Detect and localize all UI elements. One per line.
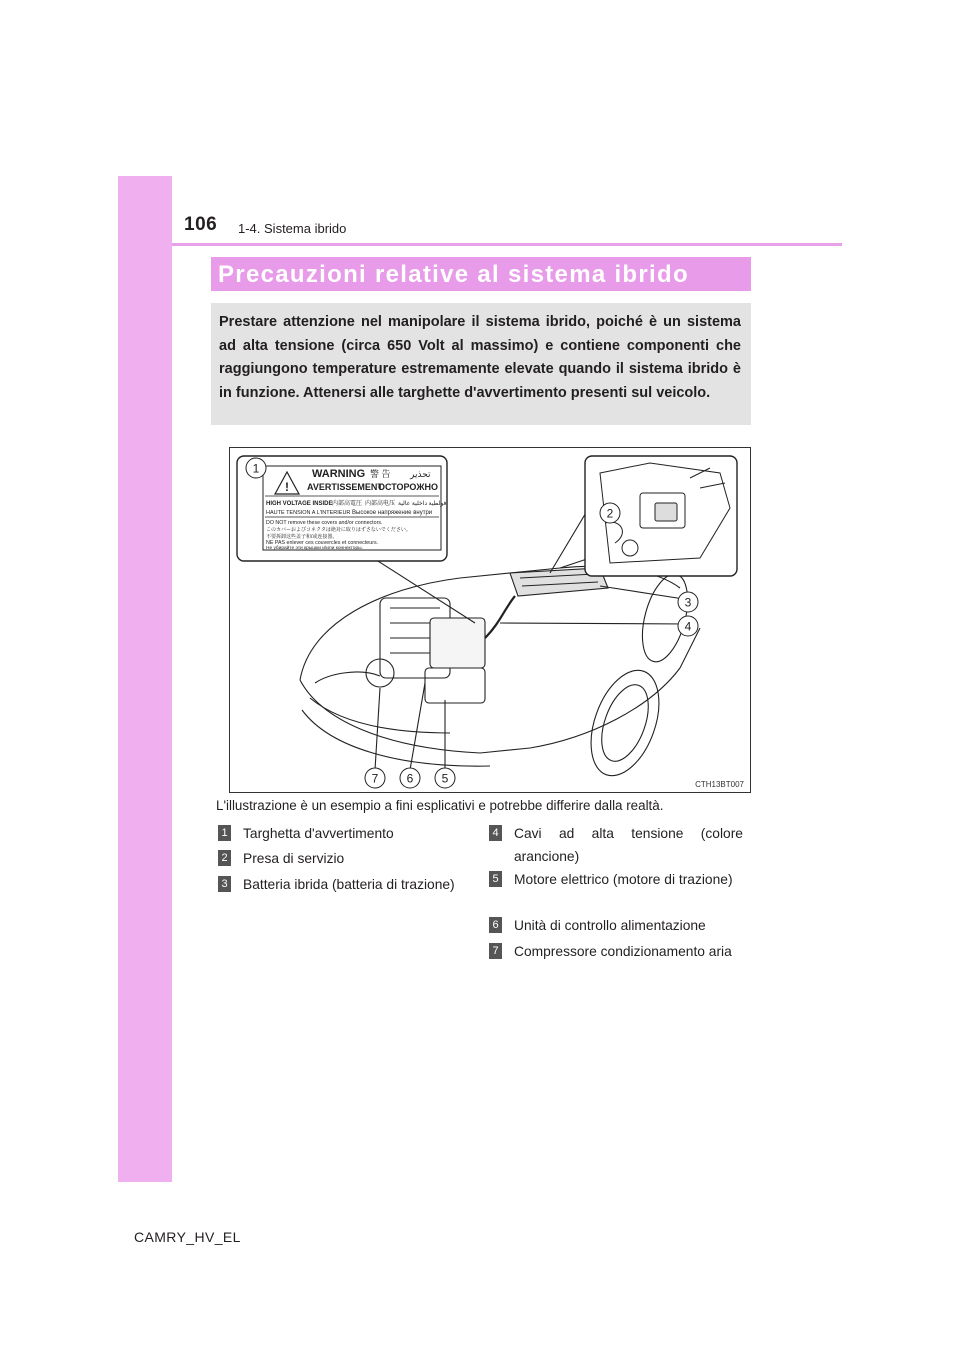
label-hv-cn: 内部高电压 <box>365 501 396 507</box>
legend-number: 5 <box>489 871 502 887</box>
label-line-ru: Не убирайте эти крышки и/или коннекторы. <box>266 546 363 551</box>
legend-number: 6 <box>489 917 502 933</box>
legend-number: 1 <box>218 825 231 841</box>
section-label: 1-4. Sistema ibrido <box>238 221 347 236</box>
car-illustration <box>230 448 750 792</box>
header-rule <box>172 243 842 246</box>
svg-text:!: ! <box>285 480 289 494</box>
callout-5 <box>435 768 455 788</box>
svg-text:5: 5 <box>441 771 449 786</box>
legend-number: 3 <box>218 876 231 892</box>
callout-3 <box>678 592 698 612</box>
label-hv-ar: فولطية داخلية عالية <box>398 501 447 507</box>
figure-caption: L'illustrazione è un esempio a fini esplicativi e potrebbe differire dalla realtà. <box>216 798 664 813</box>
legend-text: Cavi ad alta tensione (colore arancione) <box>514 826 743 864</box>
callout-1 <box>246 458 266 478</box>
legend-text: Batteria ibrida (batteria di trazione) <box>243 877 455 892</box>
callout-4 <box>678 616 698 636</box>
headlight <box>315 672 380 683</box>
callout-2 <box>600 503 620 523</box>
figure-code: CTH13BT007 <box>695 780 744 789</box>
legend-number: 2 <box>218 850 231 866</box>
title-bar <box>211 257 751 291</box>
label-warning: WARNING <box>312 468 366 480</box>
electric-motor <box>425 668 485 703</box>
service-plug <box>655 503 677 521</box>
label-hv-ru: Высокое напряжение внутри <box>352 510 433 516</box>
label-hv-en: HIGH VOLTAGE INSIDE <box>266 501 333 507</box>
label-line-jp: このカバーおよびコネクタは絶対に取りはずさないでください。 <box>266 527 411 533</box>
legend-text: Motore elettrico (motore di trazione) <box>514 872 733 887</box>
svg-text:3: 3 <box>684 595 692 610</box>
legend-text: Compressore condizionamento aria <box>514 944 732 959</box>
svg-text:4: 4 <box>684 619 692 634</box>
car-bumper <box>302 710 490 766</box>
legend-text: Unità di controllo alimentazione <box>514 918 706 933</box>
label-warning-ar: تحذير <box>410 469 431 479</box>
front-wheel <box>578 661 672 785</box>
footer-doc-id: CAMRY_HV_EL <box>134 1229 241 1245</box>
svg-text:1: 1 <box>252 461 260 476</box>
page-number: 106 <box>184 214 218 235</box>
label-avert: AVERTISSEMENT <box>307 482 383 492</box>
svg-text:7: 7 <box>371 771 379 786</box>
label-hv-jp: 内部高電圧 <box>332 501 363 507</box>
label-hv-fr: HAUTE TENSION A L'INTERIEUR <box>266 510 351 516</box>
front-wheel-rim <box>593 679 658 768</box>
callout-6 <box>400 768 420 788</box>
power-control-unit <box>430 618 485 668</box>
svg-text:6: 6 <box>406 771 414 786</box>
legend-text: Presa di servizio <box>243 851 345 866</box>
label-line-cn: 不要拆卸这些盖子和/或连接器。 <box>266 534 338 540</box>
high-voltage-cable <box>485 596 515 638</box>
page-title: Precauzioni relative al sistema ibrido <box>218 261 689 288</box>
svg-text:2: 2 <box>606 506 614 521</box>
legend-text: Targhetta d'avvertimento <box>243 826 394 841</box>
label-warning-jp: 警 告 <box>370 469 391 479</box>
label-line-fr: NE PAS enlever ces couvercles et connecteurs. <box>266 540 379 546</box>
figure-illustration <box>229 447 751 793</box>
side-tab <box>118 176 172 1182</box>
legend-number: 7 <box>489 943 502 959</box>
label-line-en: DO NOT remove these covers and/or connectors. <box>266 520 383 526</box>
legend-number: 4 <box>489 825 502 841</box>
intro-box <box>211 303 751 425</box>
label-avert-ru: ОСТОРОЖНО <box>378 482 438 492</box>
intro-text: Prestare attenzione nel manipolare il sistema ibrido, poiché è un sistema ad alta tensione (circa 650 Volt al massimo) e contiene componenti che raggiungono temperature estremamente elevate quando il sistema ibrido è in funzione. Attenersi alle targhette d'avvertimento presenti sul veicolo. <box>219 314 741 401</box>
callout-7 <box>365 768 385 788</box>
